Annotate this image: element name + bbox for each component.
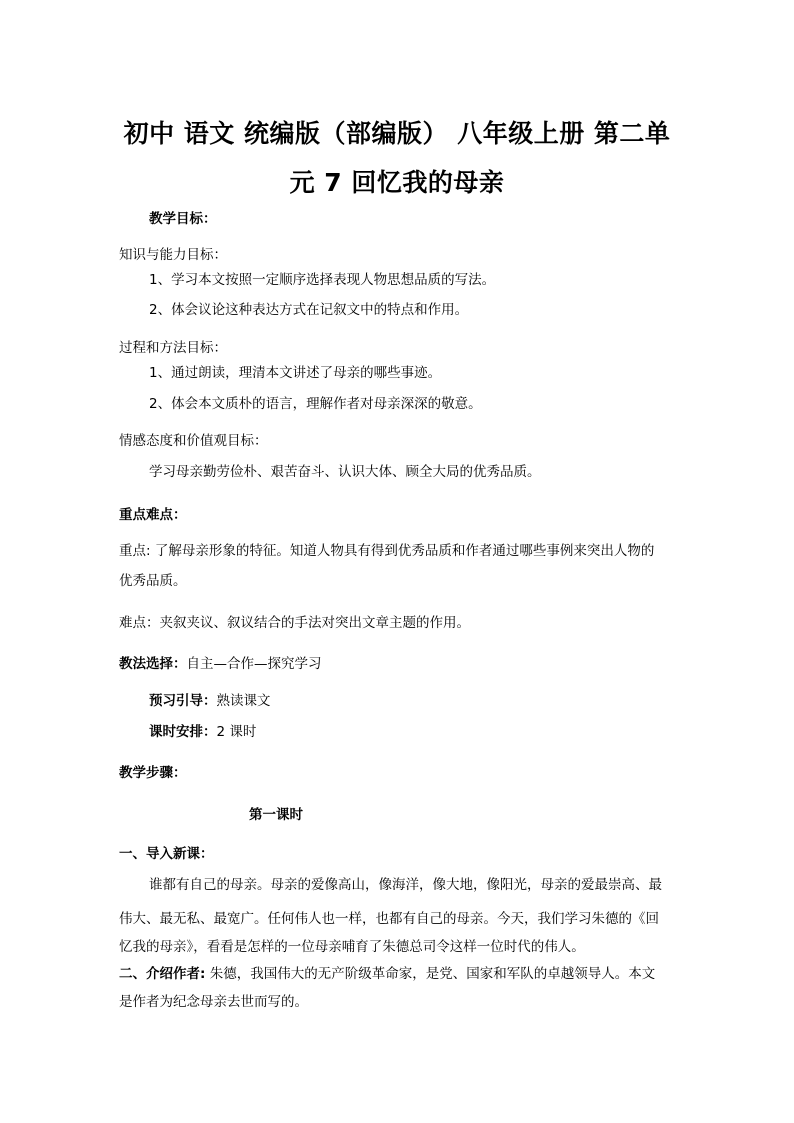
lesson-one-heading: 第一课时 — [249, 807, 303, 823]
method-row — [119, 655, 322, 673]
schedule-value: 2 课时 — [216, 724, 257, 740]
key-point-line2: 优秀品质。 — [119, 573, 187, 589]
knowledge-heading: 知识与能力目标： — [119, 247, 227, 263]
schedule-label: 课时安排： — [149, 724, 217, 740]
section1-heading: 一、导入新课： — [119, 846, 214, 862]
process-item: 2、体会本文质朴的语言，理解作者对母亲深深的敬意。 — [149, 396, 482, 412]
preview-label: 预习引导： — [149, 693, 217, 709]
method-label: 教法选择： — [119, 656, 187, 672]
difficult-point: 难点：夹叙夹议、叙议结合的手法对突出文章主题的作用。 — [119, 615, 470, 631]
emotion-text: 学习母亲勤劳俭朴、艰苦奋斗、认识大体、顾全大局的优秀品质。 — [149, 464, 541, 480]
key-difficult-heading: 重点难点： — [119, 507, 187, 523]
preview-value: 熟读课文 — [216, 693, 271, 709]
knowledge-item: 2、体会议论这种表达方式在记叙文中的特点和作用。 — [149, 302, 469, 318]
process-item: 1、通过朗读，理清本文讲述了母亲的哪些事迹。 — [149, 365, 442, 381]
section2-text: 朱德，我国伟大的无产阶级革命家，是党、国家和军队的卓越领导人。本文 — [205, 966, 656, 982]
section1-line3: 忆我的母亲》，看看是怎样的一位母亲哺育了朱德总司令这样一位时代的伟人。 — [119, 939, 585, 955]
process-heading: 过程和方法目标： — [119, 340, 227, 356]
knowledge-item: 1、学习本文按照一定顺序选择表现人物思想品质的写法。 — [149, 272, 496, 288]
document-title-line1: 初中 语文 统编版（部编版） 八年级上册 第二单 — [123, 119, 671, 148]
key-point-line1: 重点: 了解母亲形象的特征。知道人物具有得到优秀品质和作者通过哪些事例来突出人物的 — [119, 543, 655, 559]
objectives-heading: 教学目标： — [149, 211, 217, 227]
section1-line2: 伟大、最无私、最宽广。任何伟人也一样，也都有自己的母亲。今天，我们学习朱德的《回 — [119, 911, 659, 927]
schedule-row — [149, 723, 256, 741]
steps-heading: 教学步骤： — [119, 765, 187, 781]
section1-line1: 谁都有自己的母亲。母亲的爱像高山，像海洋，像大地，像阳光，母亲的爱最崇高、最 — [149, 877, 662, 893]
method-value: 自主—合作—探究学习 — [186, 656, 322, 672]
preview-row — [149, 692, 271, 710]
section2-label: 二、介绍作者: — [119, 966, 206, 982]
section2-line1 — [119, 965, 655, 983]
document-title-line2: 元 7 回忆我的母亲 — [289, 168, 505, 197]
emotion-heading: 情感态度和价值观目标： — [119, 433, 268, 449]
section2-line2: 是作者为纪念母亲去世而写的。 — [119, 994, 308, 1010]
